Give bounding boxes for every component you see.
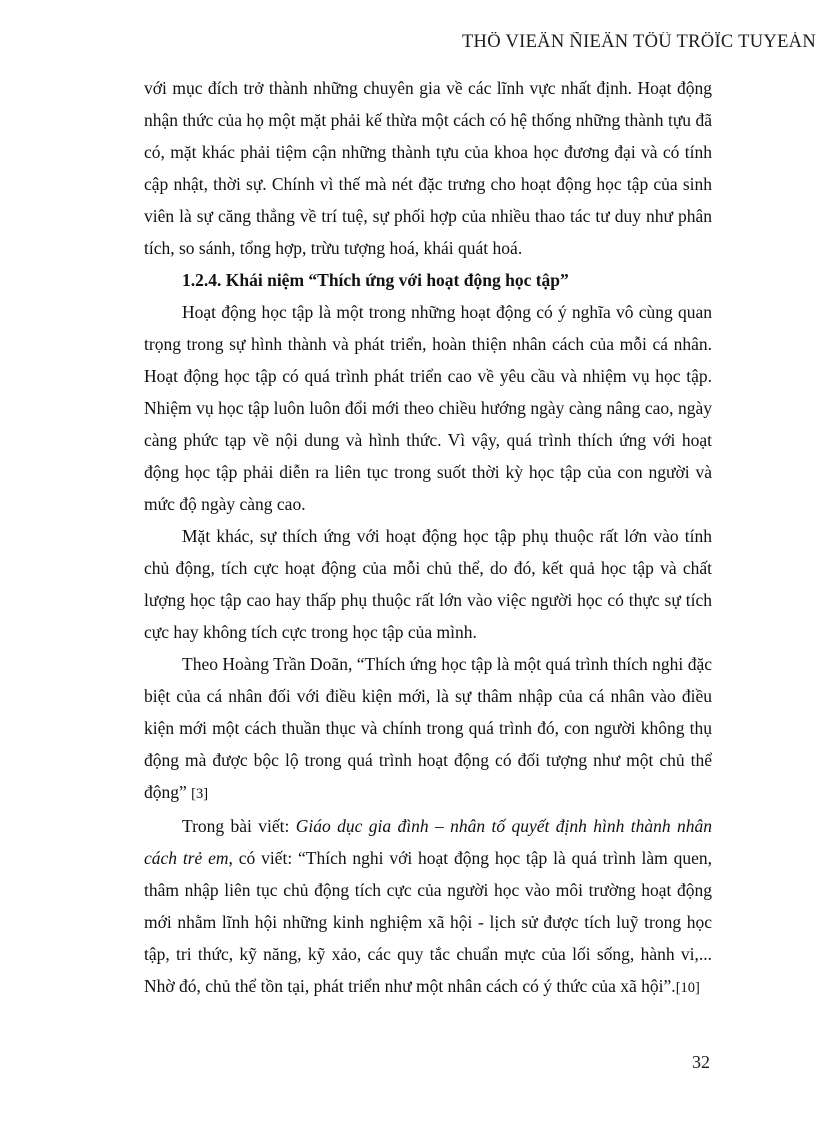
- article-title: Giáo dục gia đình – nhân tố quyết định hình thành nhân cách trẻ em: [144, 816, 712, 868]
- article-quote-text: , có viết: “Thích nghi với hoạt động học tập là quá trình làm quen, thâm nhập liên tục chủ động tích cực của người học vào môi trường hoạt động mới nhằm lĩnh hội những kinh nghiệm xã hội - lịch sử được tích luỹ trong học tập, tri thức, kỹ năng, kỹ xảo, các quy tắc chuẩn mực của lối sống, hành vi,... Nhờ đó, chủ thể tồn tại, phát triển như một nhân cách có ý thức của xã hội”.: [144, 848, 712, 996]
- running-header: THÖ VIEÄN ÑIEÄN TÖÛ TRÖÏC TUYEÁN: [461, 32, 816, 52]
- paragraph-learning-activity: Hoạt động học tập là một trong những hoạt động có ý nghĩa vô cùng quan trọng trong sự hình thành và phát triển, hoàn thiện nhân cách của mỗi cá nhân. Hoạt động học tập có quá trình phát triển cao về yêu cầu và nhiệm vụ học tập. Nhiệm vụ học tập luôn luôn đổi mới theo chiều hướng ngày càng nâng cao, ngày càng phức tạp về nội dung và hình thức. Vì vậy, quá trình thích ứng với hoạt động học tập phải diễn ra liên tục trong suốt thời kỳ học tập của con người và mức độ ngày càng cao.: [144, 302, 712, 514]
- article-lead: Trong bài viết:: [182, 816, 296, 836]
- page-body: [144, 72, 712, 1004]
- paragraph-article-quote: [144, 810, 712, 1004]
- section-heading: 1.2.4. Khái niệm “Thích ứng với hoạt động học tập”: [182, 270, 569, 290]
- paragraph-adaptation-dependence: Mặt khác, sự thích ứng với hoạt động học tập phụ thuộc rất lớn vào tính chủ động, tích cực hoạt động của mỗi chủ thể, do đó, kết quả học tập và chất lượng học tập cao hay thấp phụ thuộc rất lớn vào việc người học có thực sự tích cực hay không tích cực trong học tập của mình.: [144, 526, 712, 642]
- paragraph-hoang-tran-doan-quote: [144, 648, 712, 810]
- citation-ref: [10]: [675, 980, 700, 996]
- quote-text: Theo Hoàng Trần Doãn, “Thích ứng học tập là một quá trình thích nghi đặc biệt của cá nhân đối với điều kiện mới, là sự thâm nhập của cá nhân vào điều kiện mới một cách thuần thục và chính trong quá trình đó, con người không thụ động mà được bộc lộ trong quá trình hoạt động có đối tượng như một chủ thể động”: [144, 654, 712, 802]
- citation-ref: [3]: [191, 786, 209, 802]
- page-number: 32: [692, 1052, 710, 1072]
- paragraph-continuation: với mục đích trở thành những chuyên gia về các lĩnh vực nhất định. Hoạt động nhận thức của họ một mặt phải kế thừa một cách có hệ thống những thành tựu đã có, mặt khác phải tiệm cận những thành tựu của khoa học đương đại và có tính cập nhật, thời sự. Chính vì thế mà nét đặc trưng cho hoạt động học tập của sinh viên là sự căng thẳng về trí tuệ, sự phối hợp của nhiều thao tác tư duy như phân tích, so sánh, tổng hợp, trừu tượng hoá, khái quát hoá.: [144, 78, 712, 258]
